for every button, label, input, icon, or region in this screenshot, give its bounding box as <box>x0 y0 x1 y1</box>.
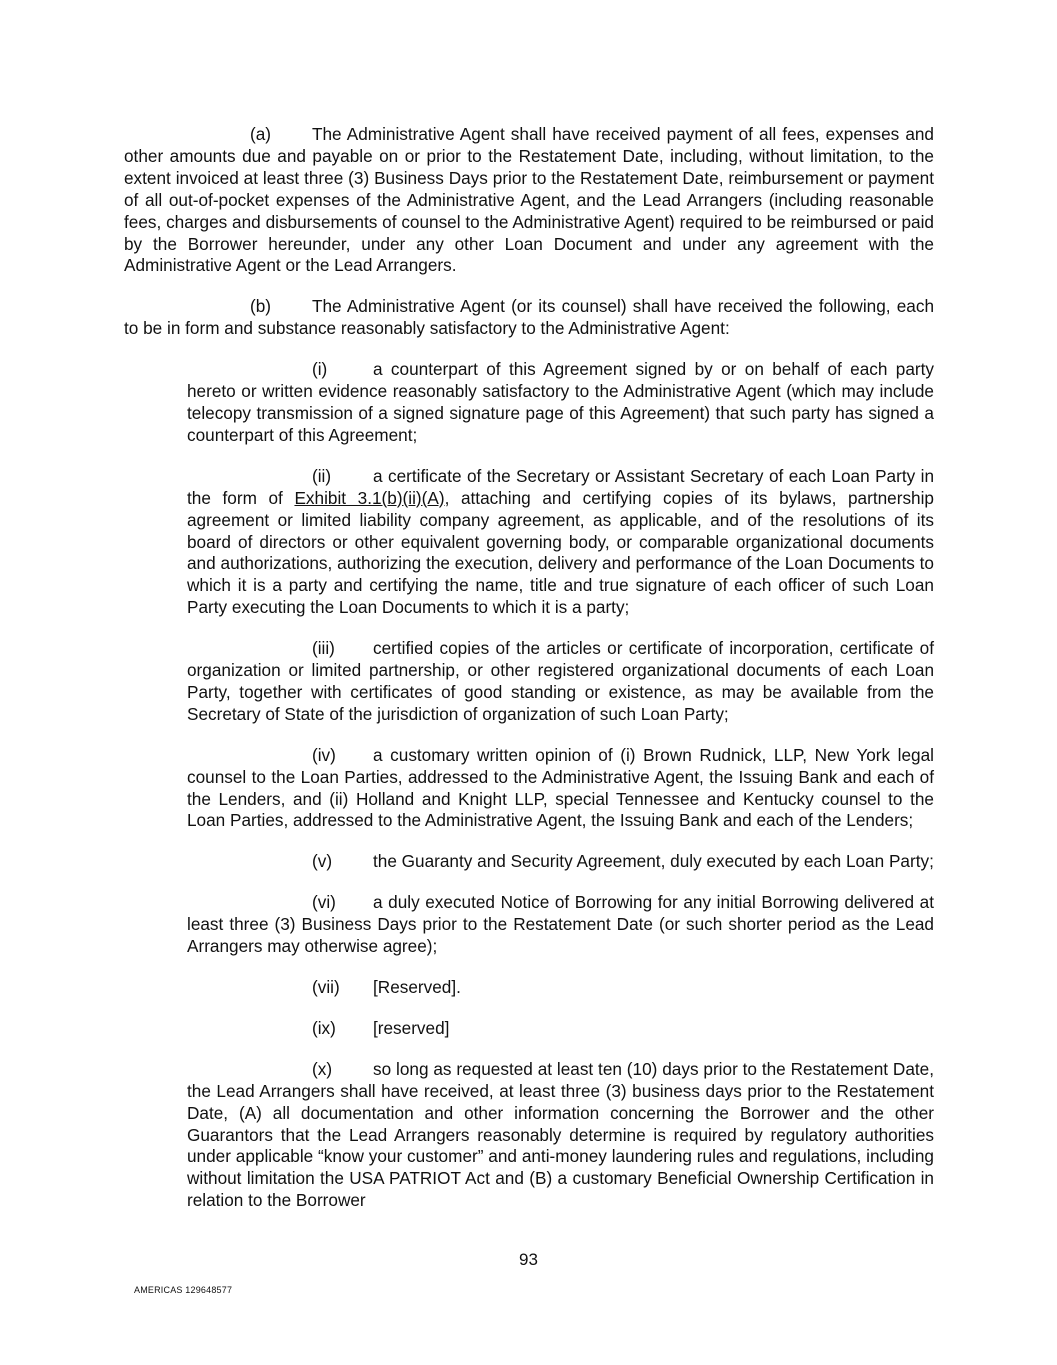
subparagraph-label: (iii) <box>312 638 335 659</box>
subparagraph-x <box>187 1059 934 1212</box>
subparagraph-label: (ix) <box>312 1017 336 1038</box>
subparagraph-i <box>187 359 934 447</box>
subparagraph-text: a duly executed Notice of Borrowing for any initial Borrowing delivered at least three (3) Business Days prior to the Restatement Date (or such shorter period as the Lead Arrangers may otherwise agree); <box>187 892 934 957</box>
subparagraph-text: so long as requested at least ten (10) days prior to the Restatement Date, the Lead Arrangers shall have received, at least three (3) business days prior to the Restatement Date, (A) all documentation and other information concerning the Borrower and the other Guarantors that the Lead Arrangers reasonably determine is required by regulatory authorities under applicable “know your customer” and anti-money laundering rules and regulations, including without limitation the USA PATRIOT Act and (B) a customary Beneficial Ownership Certification in relation to the Borrower <box>187 1058 934 1211</box>
subparagraph-v <box>187 851 934 873</box>
subparagraph-label: (vii) <box>312 977 340 997</box>
document-body <box>124 124 934 1231</box>
subparagraph-text: [Reserved]. <box>373 977 461 997</box>
paragraph-a <box>124 124 934 277</box>
paragraph-label: (b) <box>250 296 272 317</box>
subparagraph-text-after: , attaching and certifying copies of its bylaws, partnership agreement or limited liability company agreement, as applicable, and of the resolutions of its board of directors or other equivalent governing body, or comparable organizational documents and authorizations, authorizing the execution, delivery and performance of the Loan Documents to which it is a party and certifying the name, title and true signature of each officer of such Loan Party executing the Loan Documents to which it is a party; <box>187 487 934 618</box>
subparagraph-text-before: a certificate of the Secretary or Assistant Secretary of each Loan Party in the form of <box>187 465 934 508</box>
subparagraph-label: (x) <box>312 1058 333 1079</box>
document-id-footer: AMERICAS 129648577 <box>134 1285 233 1295</box>
subparagraph-label: (v) <box>312 851 333 872</box>
subparagraph-ii <box>187 466 934 619</box>
subparagraph-iv <box>187 745 934 833</box>
subparagraph-label: (ii) <box>312 465 332 486</box>
subparagraph-label: (vi) <box>312 892 336 913</box>
subparagraph-label: (i) <box>312 359 328 380</box>
paragraph-text: The Administrative Agent (or its counsel) shall have received the following, each to be in form and substance reasonably satisfactory to the Administrative Agent: <box>124 296 934 339</box>
subparagraph-text: a customary written opinion of (i) Brown Rudnick, LLP, New York legal counsel to the Loan Parties, addressed to the Administrative Agent, the Issuing Bank and each of the Lenders, and (ii) Holland and Knight LLP, special Tennessee and Kentucky counsel to the Loan Parties, addressed to the Administrative Agent, the Issuing Bank and each of the Lenders; <box>187 744 934 831</box>
paragraph-text: The Administrative Agent shall have received payment of all fees, expenses and other amounts due and payable on or prior to the Restatement Date, including, without limitation, to the extent invoiced at least three (3) Business Days prior to the Restatement Date, reimbursement or payment of all out-of-pocket expenses of the Administrative Agent, and the Lead Arrangers (including reasonable fees, charges and disbursements of counsel to the Administrative Agent) required to be reimbursed or paid by the Borrower hereunder, under any other Loan Document and under any agreement with the Administrative Agent or the Lead Arrangers. <box>124 124 934 276</box>
subparagraph-text: certified copies of the articles or certificate of incorporation, certificate of organization or limited partnership, or other registered organizational documents of each Loan Party, together with certificates of good standing or existence, as may be available from the Secretary of State of the jurisdiction of organization of such Loan Party; <box>187 638 934 724</box>
subparagraph-vi <box>187 892 934 958</box>
subparagraph-text: a counterpart of this Agreement signed by or on behalf of each party hereto or written evidence reasonably satisfactory to the Administrative Agent (which may include telecopy transmission of a signed signature page of this Agreement) that such party has signed a counterpart of this Agreement; <box>187 359 934 445</box>
subparagraph-ix <box>187 1018 934 1040</box>
paragraph-label: (a) <box>250 124 272 144</box>
exhibit-reference-link[interactable]: Exhibit 3.1(b)(ii)(A) <box>294 487 445 508</box>
subparagraph-text: the Guaranty and Security Agreement, duly executed by each Loan Party; <box>373 851 934 872</box>
subparagraph-text: [reserved] <box>373 1017 450 1038</box>
subparagraph-iii <box>187 638 934 726</box>
subparagraph-vii <box>187 977 934 999</box>
page-number: 93 <box>519 1250 538 1269</box>
paragraph-b <box>124 296 934 340</box>
subparagraph-label: (iv) <box>312 744 336 765</box>
